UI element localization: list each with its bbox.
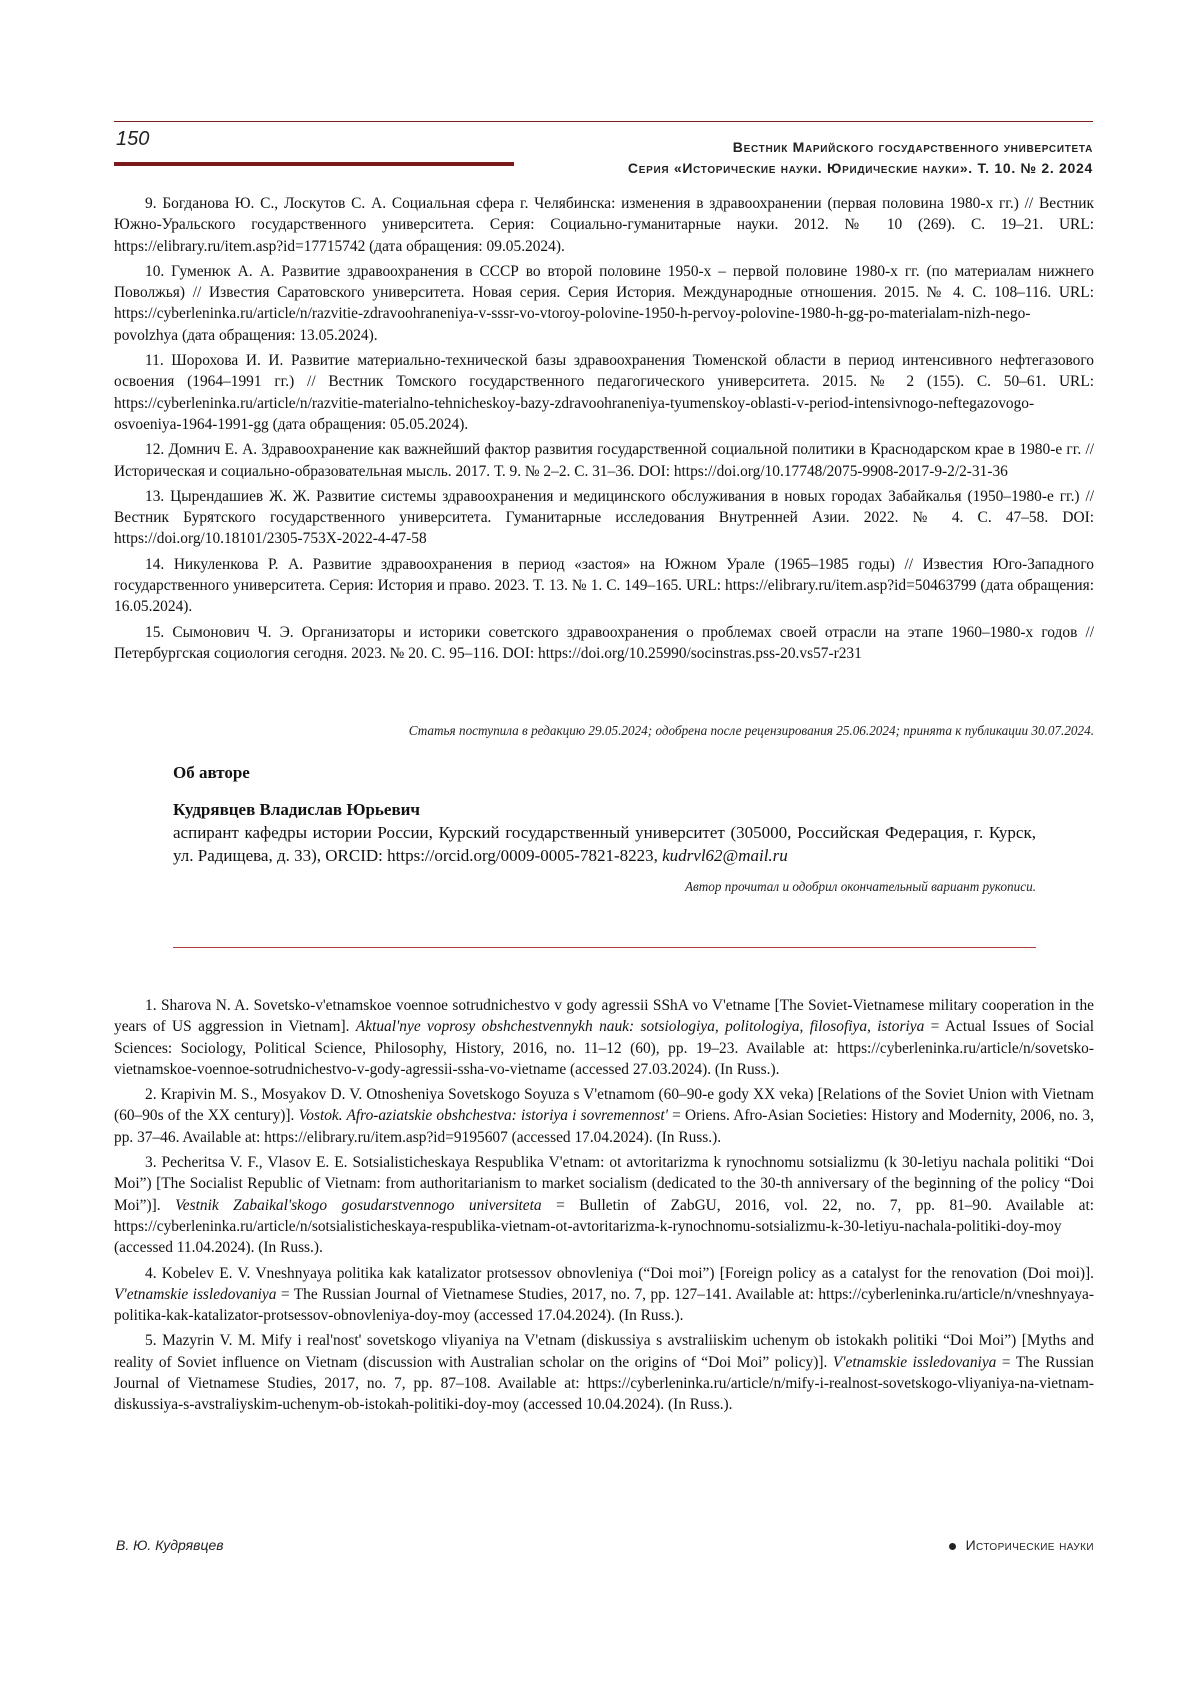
journal-header (628, 137, 1093, 179)
reference-source-title: Vestnik Zabaikal'skogo gosudarstvennogo universiteta (175, 1196, 542, 1214)
header-top-rule (114, 121, 1093, 122)
reference-text: 1. Sharova N. A. Sovetsko-v'etnamskoe voennoe sotrudnichestvo v gody agressii SShA vo V'etname [The Soviet-Vietnamese military cooperation in the years of US aggression in Vietnam]. (114, 997, 1094, 1036)
author-name: Кудрявцев Владислав Юрьевич (173, 800, 421, 819)
submission-dates-note: Статья поступила в редакцию 29.05.2024; одобрена после рецензирования 25.06.2024; принята к публикации 30.07.2024. (408, 723, 1094, 738)
reference-item-en (114, 1330, 1094, 1415)
author-bio-text: аспирант кафедры истории России, Курский государственный университет (305000, Российская Федерация, г. Курск, ул. Радищева, д. 33), ORCID: https://orcid.org/0009-0005-7821-8223, (173, 823, 1036, 865)
reference-text: 3. Pecheritsa V. F., Vlasov E. E. Sotsialisticheskaya Respublika V'etnam: ot avtoritarizma k rynochnomu sotsializmu (k 30-letiyu nachala politiki “Doi Moi”) [The Socialist Republic of Vietnam: from authoritarianism to market socialism (dedicated to the 30-th anniversary of the beginning of the policy “Doi Moi”)]. (114, 1154, 1094, 1214)
page-number: 150 (116, 128, 150, 150)
author-email-link[interactable]: kudrvl62@mail.ru (662, 846, 788, 865)
reference-item: 13. Цырендашиев Ж. Ж. Развитие системы здравоохранения и медицинского обслуживания в новых городах Забайкалья (1950–1980-е гг.) // Вестник Бурятского государственного университета. Гуманитарные исследования Внутренней Азии. 2022. № 4. С. 47–58. DOI: https://doi.org/10.18101/2305-753X-2022-4-47-58 (114, 487, 1094, 548)
reference-item-en (114, 995, 1094, 1080)
reference-item-en (114, 1084, 1094, 1148)
reference-text: 4. Kobelev E. V. Vneshnyaya politika kak katalizator protsessov obnovleniya (“Doi moi”) [Foreign policy as a catalyst for the renovation (Doi moi)]. (145, 1264, 1094, 1282)
reference-item: 14. Никуленкова Р. А. Развитие здравоохранения в период «застоя» на Южном Урале (1965–1985 годы) // Известия Юго-Западного государственного университета. Серия: История и право. 2023. Т. 13. № 1. С. 149–165. URL: https://elibrary.ru/item.asp?id=50463799 (дата обращения: 16.05.2024). (114, 555, 1094, 616)
reference-item: 12. Домнич Е. А. Здравоохранение как важнейший фактор развития государственной социальной политики в Краснодарском крае в 1980-е гг. // Историческая и социально-образовательная мысль. 2017. Т. 9. № 2–2. С. 31–36. DOI: https://doi.org/10.17748/2075-9908-2017-9-2/2-31-36 (114, 441, 1094, 480)
footer-author: В. Ю. Кудрявцев (116, 1537, 224, 1553)
reference-source-title: V'etnamskie issledovaniya (832, 1353, 997, 1371)
reference-item-en (114, 1152, 1094, 1258)
reference-text: = Actual Issues of Social Sciences: Sociology, Political Science, Philosophy, History, 2016, no. 11–12 (60), pp. 19–23. Available at: https://cyberleninka.ru/article/n/sovetsko-vietnamskoe-voennoe-sotrudnichestvo-v-gody-agressii-ssha-vo-vietname (accessed 27.03.2024). (In Russ.). (114, 1018, 1094, 1078)
reference-item: 11. Шорохова И. И. Развитие материально-технической базы здравоохранения Тюменской области в период интенсивного нефтегазового освоения (1964–1991 гг.) // Вестник Томского государственного педагогического университета. 2015. № 2 (155). С. 50–61. URL: https://cyberleninka.ru/article/n/razvitie-materialno-tehnicheskoy-bazy-zdravoohraneniya-tyumenskoy-oblasti-v-period-intensivnogo-neftegazovogo-osvoeniya-1964-1991-gg (дата обращения: 05.05.2024). (114, 352, 1094, 433)
journal-title: Вестник Марийского государственного университета (732, 139, 1093, 155)
footer-section-label: Исторические науки (965, 1537, 1094, 1553)
reference-item: 10. Гуменюк А. А. Развитие здравоохранения в СССР во второй половине 1950-х – первой половине 1980-х гг. (по материалам нижнего Поволжья) // Известия Саратовского университета. Новая серия. Серия История. Международные отношения. 2015. № 4. С. 108–116. URL: https://cyberleninka.ru/article/n/razvitie-zdravoohraneniya-v-sssr-vo-vtoroy-polovine-1950-h-pervoy-polovine-1980-h-gg-po-materialam-nizh-nego-povolzhya (дата обращения: 13.05.2024). (114, 262, 1094, 344)
journal-series: Серия «Исторические науки. Юридические науки». Т. 10. № 2. 2024 (627, 160, 1093, 176)
reference-text: = Bulletin of ZabGU, 2016, vol. 22, no. 7, pp. 81–90. Available at: https://cyberleninka.ru/article/n/sotsialisticheskaya-respublika-vietnam-ot-avtoritarizma-k-rynochnomu-sotsializmu-k-30-letiyu-nachala-politiki-doy-moy (accessed 11.04.2024). (In Russ.). (114, 1196, 1094, 1257)
header-accent-bar (114, 162, 514, 166)
section-divider (173, 947, 1036, 948)
about-author (173, 763, 1036, 895)
reference-text: 5. Mazyrin V. M. Mify i real'nost' sovetskogo vliyaniya na V'etnam (diskussiya s avstraliiskim uchenym ob istokakh politiki “Doi Moi”) [Myths and reality of Soviet influence on Vietnam (discussion with Australian scholar on the origins of “Doi Moi” policy)]. (114, 1332, 1094, 1371)
reference-item-en (114, 1263, 1094, 1327)
approval-note: Автор прочитал и одобрил окончательный вариант рукописи. (685, 879, 1036, 894)
reference-text: 2. Krapivin M. S., Mosyakov D. V. Otnosheniya Sovetskogo Soyuza s V'etnamom (60–90-e gody XX veka) [Relations of the Soviet Union with Vietnam (60–90s of the XX century)]. (114, 1086, 1094, 1125)
author-bio (173, 821, 1036, 867)
bullet-icon (949, 1543, 956, 1550)
reference-text: = Oriens. Afro-Asian Societies: History and Modernity, 2006, no. 3, pp. 37–46. Available at: https://elibrary.ru/item.asp?id=9195607 (accessed 17.04.2024). (In Russ.). (114, 1107, 1094, 1146)
reference-source-title: Vostok. Afro-aziatskie obshchestva: istoriya i sovremennost' (298, 1107, 668, 1125)
reference-item: 9. Богданова Ю. С., Лоскутов С. А. Социальная сфера г. Челябинска: изменения в здравоохранении (первая половина 1980-х гг.) // Вестник Южно-Уральского государственного университета. Серия: Социально-гуманитарные науки. 2012. № 10 (269). С. 19–21. URL: https://elibrary.ru/item.asp?id=17715742 (дата обращения: 09.05.2024). (114, 195, 1094, 255)
about-author-heading: Об авторе (173, 763, 250, 782)
reference-item: 15. Сымонович Ч. Э. Организаторы и историки советского здравоохранения о проблемах своей отрасли на этапе 1960–1980-х годов // Петербургская социология сегодня. 2023. № 20. С. 95–116. DOI: https://doi.org/10.25990/socinstras.pss-20.vs57-r231 (114, 623, 1094, 662)
references-ru (114, 193, 1094, 668)
reference-source-title: V'etnamskie issledovaniya (114, 1285, 277, 1303)
footer-section (949, 1537, 1094, 1553)
references-en (114, 995, 1094, 1420)
reference-text: = The Russian Journal of Vietnamese Studies, 2017, no. 7, pp. 127–141. Available at: https://cyberleninka.ru/article/n/vneshnyaya-politika-kak-katalizator-protsessov-obnovleniya-doy-moy (accessed 17.04.2024). (In Russ.). (114, 1285, 1095, 1325)
reference-text: = The Russian Journal of Vietnamese Studies, 2017, no. 7, pp. 87–108. Available at: https://cyberleninka.ru/article/n/mify-i-realnost-sovetskogo-vliyaniya-na-vietnam-diskussiya-s-avstraliyskim-uchenym-ob-istokah-politiki-doy-moy (accessed 10.04.2024). (In Russ.). (114, 1353, 1094, 1414)
reference-source-title: Aktual'nye voprosy obshchestvennykh nauk: sotsiologiya, politologiya, filosofiya, istoriya (355, 1018, 925, 1036)
